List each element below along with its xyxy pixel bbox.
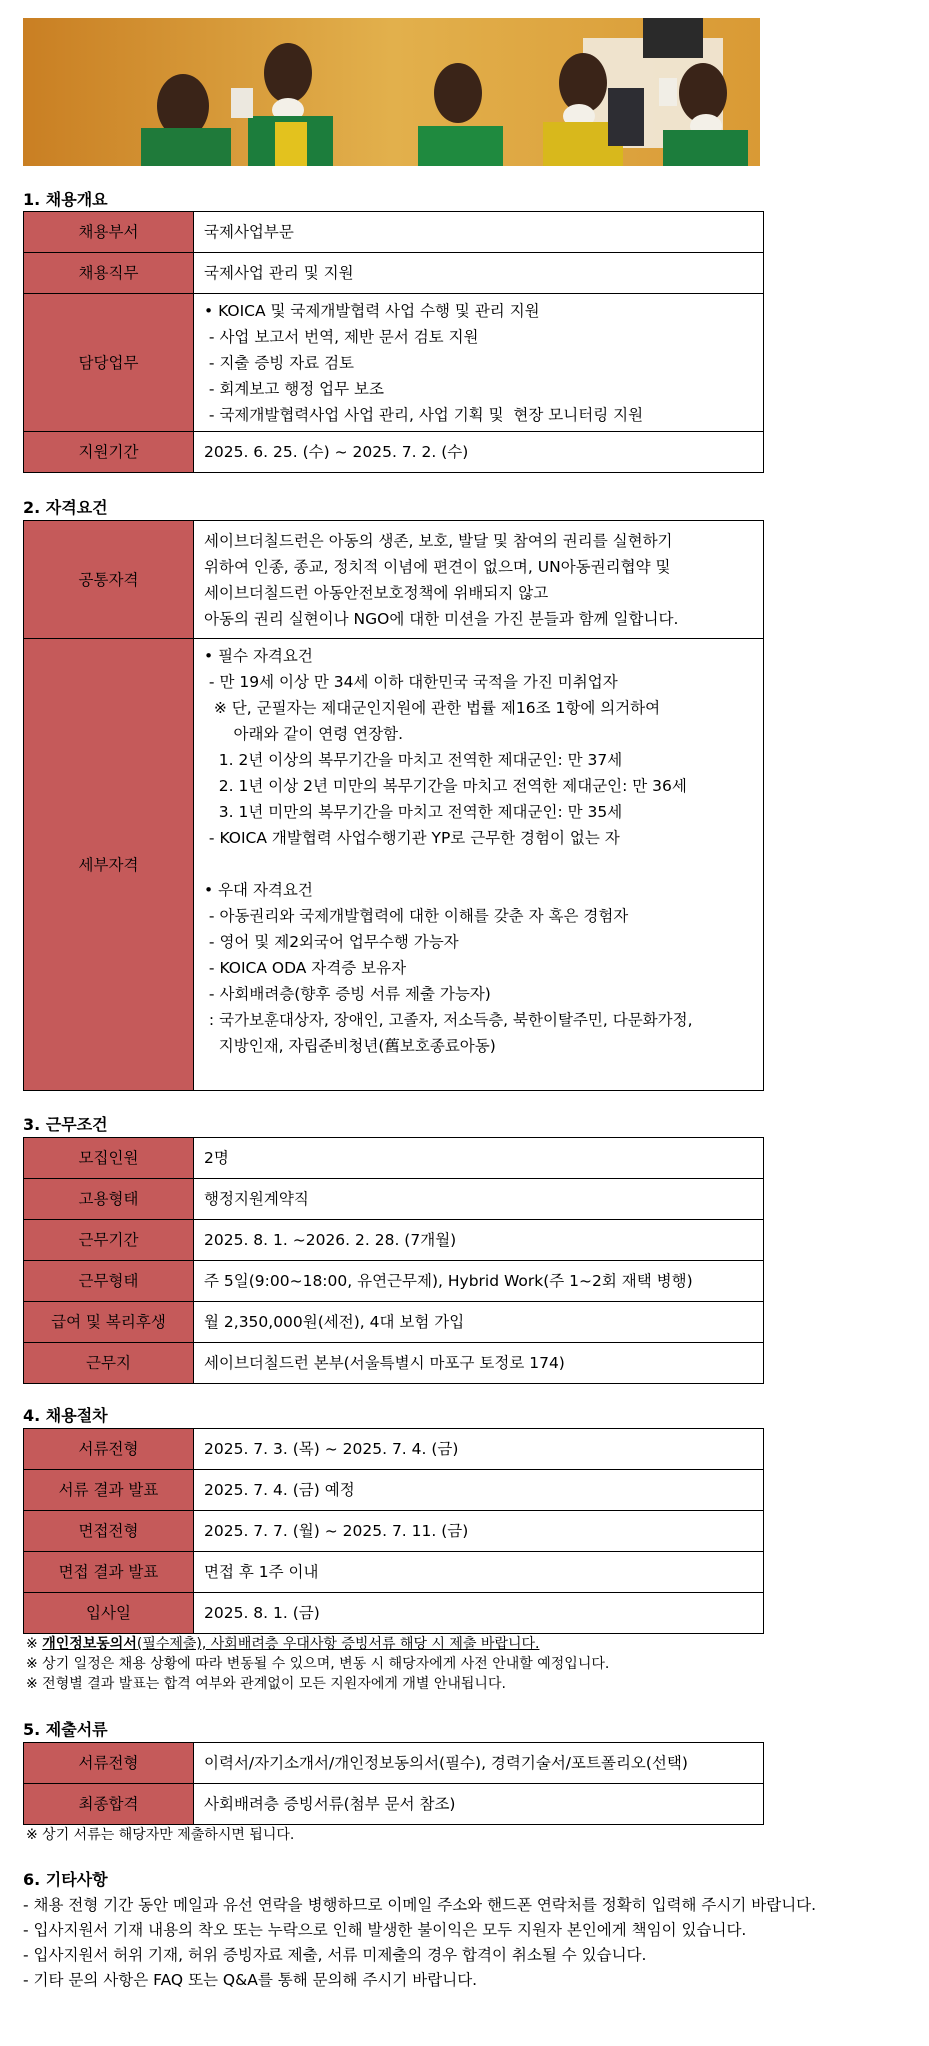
detail-line: - 아동권리와 국제개발협력에 대한 이해를 갖춘 자 혹은 경험자 — [204, 907, 629, 925]
documents-table — [23, 1742, 764, 1825]
section-title-conditions: 3. 근무조건 — [23, 1115, 108, 1134]
process-value: 2025. 8. 1. (금) — [194, 1593, 764, 1634]
section-title-etc: 6. 기타사항 — [23, 1870, 108, 1889]
section-title-documents: 5. 제출서류 — [23, 1720, 108, 1739]
detail-line: - 사회배려층(향후 증빙 서류 제출 가능자) — [204, 985, 491, 1003]
detail-line: - KOICA 개발협력 사업수행기관 YP로 근무한 경험이 없는 자 — [204, 829, 620, 847]
condition-label: 근무기간 — [24, 1220, 194, 1261]
condition-value: 월 2,350,000원(세전), 4대 보험 가입 — [194, 1302, 764, 1343]
document-value: 이력서/자기소개서/개인정보동의서(필수), 경력기술서/포트폴리오(선택) — [194, 1743, 764, 1784]
duties-label: 담당업무 — [24, 294, 194, 432]
conditions-table — [23, 1137, 764, 1384]
detail-line: • 필수 자격요건 — [204, 647, 313, 665]
process-label: 입사일 — [24, 1593, 194, 1634]
condition-value: 행정지원계약직 — [194, 1179, 764, 1220]
document-value: 사회배려층 증빙서류(첨부 문서 참조) — [194, 1784, 764, 1825]
condition-label: 급여 및 복리후생 — [24, 1302, 194, 1343]
table-row — [24, 1179, 764, 1220]
condition-value: 2명 — [194, 1138, 764, 1179]
table-row — [24, 1470, 764, 1511]
duties-line: - 사업 보고서 번역, 제반 문서 검토 지원 — [204, 327, 479, 346]
table-row — [24, 294, 764, 432]
etc-line: - 기타 문의 사항은 FAQ 또는 Q&A를 통해 문의해 주시기 바랍니다. — [23, 1971, 478, 1989]
common-value — [194, 521, 764, 639]
table-row — [24, 1138, 764, 1179]
process-label: 서류전형 — [24, 1429, 194, 1470]
hero-image — [23, 18, 760, 166]
section-title-process: 4. 채용절차 — [23, 1406, 108, 1425]
table-row — [24, 253, 764, 294]
table-row — [24, 1429, 764, 1470]
process-value: 2025. 7. 4. (금) 예정 — [194, 1470, 764, 1511]
section-title-overview: 1. 채용개요 — [23, 190, 108, 209]
condition-value: 세이브더칠드런 본부(서울특별시 마포구 토정로 174) — [194, 1343, 764, 1384]
process-note-result: ※ 전형별 결과 발표는 합격 여부와 관계없이 모든 지원자에게 개별 안내됩니다. — [26, 1676, 506, 1692]
table-row — [24, 432, 764, 473]
note-mark: ※ — [26, 1636, 43, 1652]
table-row — [24, 212, 764, 253]
detail-value — [194, 639, 764, 1091]
etc-line: - 입사지원서 기재 내용의 착오 또는 누락으로 인해 발생한 불이익은 모두 지원자 본인에게 책임이 있습니다. — [23, 1921, 747, 1939]
process-label: 면접전형 — [24, 1511, 194, 1552]
detail-line: - KOICA ODA 자격증 보유자 — [204, 959, 407, 977]
condition-label: 모집인원 — [24, 1138, 194, 1179]
table-row — [24, 1220, 764, 1261]
common-line: 위하여 인종, 종교, 정치적 이념에 편견이 없으며, UN아동권리협약 및 — [204, 557, 671, 576]
detail-line — [204, 851, 757, 877]
common-line: 세이브더칠드런은 아동의 생존, 보호, 발달 및 참여의 권리를 실현하기 — [204, 531, 673, 550]
common-label: 공통자격 — [24, 521, 194, 639]
note-consent-link[interactable]: 개인정보동의서 — [42, 1636, 137, 1652]
duties-line: - 지출 증빙 자료 검토 — [204, 353, 355, 372]
table-row — [24, 1784, 764, 1825]
table-row — [24, 1743, 764, 1784]
note-text: (필수제출), — [136, 1636, 211, 1652]
duties-line: • KOICA 및 국제개발협력 사업 수행 및 관리 지원 — [204, 301, 540, 320]
note-text: 해당 시 제출 바랍니다. — [395, 1636, 540, 1652]
duties-line: - 회계보고 행정 업무 보조 — [204, 379, 384, 398]
table-row — [24, 1261, 764, 1302]
detail-line: 1. 2년 이상의 복무기간을 마치고 전역한 제대군인: 만 37세 — [204, 751, 623, 769]
common-line: 아동의 권리 실현이나 NGO에 대한 미션을 가진 분들과 함께 일합니다. — [204, 609, 679, 628]
dept-label: 채용부서 — [24, 212, 194, 253]
condition-label: 고용형태 — [24, 1179, 194, 1220]
process-label: 서류 결과 발표 — [24, 1470, 194, 1511]
note-evidence-link[interactable]: 사회배려층 우대사항 증빙서류 — [210, 1636, 396, 1652]
document-label: 최종합격 — [24, 1784, 194, 1825]
etc-line: - 채용 전형 기간 동안 메일과 유선 연락을 병행하므로 이메일 주소와 핸드폰 연락처를 정확히 입력해 주시기 바랍니다. — [23, 1896, 817, 1914]
condition-value: 2025. 8. 1. ~2026. 2. 28. (7개월) — [194, 1220, 764, 1261]
table-row — [24, 1593, 764, 1634]
detail-line: 지방인재, 자립준비청년(舊보호종료아동) — [204, 1037, 496, 1055]
process-value: 면접 후 1주 이내 — [194, 1552, 764, 1593]
period-label: 지원기간 — [24, 432, 194, 473]
process-value: 2025. 7. 7. (월) ~ 2025. 7. 11. (금) — [194, 1511, 764, 1552]
condition-value: 주 5일(9:00~18:00, 유연근무제), Hybrid Work(주 1~2회 재택 병행) — [194, 1261, 764, 1302]
process-table — [23, 1428, 764, 1634]
detail-line: 2. 1년 이상 2년 미만의 복무기간을 마치고 전역한 제대군인: 만 36세 — [204, 777, 687, 795]
process-label: 면접 결과 발표 — [24, 1552, 194, 1593]
table-row — [24, 639, 764, 1091]
process-value: 2025. 7. 3. (목) ~ 2025. 7. 4. (금) — [194, 1429, 764, 1470]
position-label: 채용직무 — [24, 253, 194, 294]
detail-line: • 우대 자격요건 — [204, 881, 313, 899]
detail-line: - 영어 및 제2외국어 업무수행 가능자 — [204, 933, 459, 951]
table-row — [24, 1302, 764, 1343]
table-row — [24, 1552, 764, 1593]
detail-line: 아래와 같이 연령 연장함. — [204, 725, 404, 743]
condition-label: 근무형태 — [24, 1261, 194, 1302]
overview-table — [23, 211, 764, 473]
period-value: 2025. 6. 25. (수) ~ 2025. 7. 2. (수) — [194, 432, 764, 473]
section-title-qualification: 2. 자격요건 — [23, 498, 108, 517]
process-note-schedule: ※ 상기 일정은 채용 상황에 따라 변동될 수 있으며, 변동 시 해당자에게 사전 안내할 예정입니다. — [26, 1656, 610, 1672]
detail-label: 세부자격 — [24, 639, 194, 1091]
detail-line: ※ 단, 군필자는 제대군인지원에 관한 법률 제16조 1항에 의거하여 — [204, 699, 661, 717]
duties-line: - 국제개발협력사업 사업 관리, 사업 기획 및 현장 모니터링 지원 — [204, 405, 644, 424]
documents-note: ※ 상기 서류는 해당자만 제출하시면 됩니다. — [26, 1827, 295, 1843]
children-photo — [23, 18, 760, 166]
dept-value: 국제사업부문 — [194, 212, 764, 253]
process-note-submit — [26, 1634, 539, 1654]
table-row — [24, 521, 764, 639]
detail-line: - 만 19세 이상 만 34세 이하 대한민국 국적을 가진 미취업자 — [204, 673, 618, 691]
duties-value — [194, 294, 764, 432]
table-row — [24, 1511, 764, 1552]
etc-line: - 입사지원서 허위 기재, 허위 증빙자료 제출, 서류 미제출의 경우 합격이 취소될 수 있습니다. — [23, 1946, 647, 1964]
condition-label: 근무지 — [24, 1343, 194, 1384]
document-label: 서류전형 — [24, 1743, 194, 1784]
detail-line: 3. 1년 미만의 복무기간을 마치고 전역한 제대군인: 만 35세 — [204, 803, 623, 821]
position-value: 국제사업 관리 및 지원 — [194, 253, 764, 294]
qualification-table — [23, 520, 764, 1091]
table-row — [24, 1343, 764, 1384]
common-line: 세이브더칠드런 아동안전보호정책에 위배되지 않고 — [204, 583, 549, 602]
detail-line: : 국가보훈대상자, 장애인, 고졸자, 저소득층, 북한이탈주민, 다문화가정, — [204, 1011, 693, 1029]
